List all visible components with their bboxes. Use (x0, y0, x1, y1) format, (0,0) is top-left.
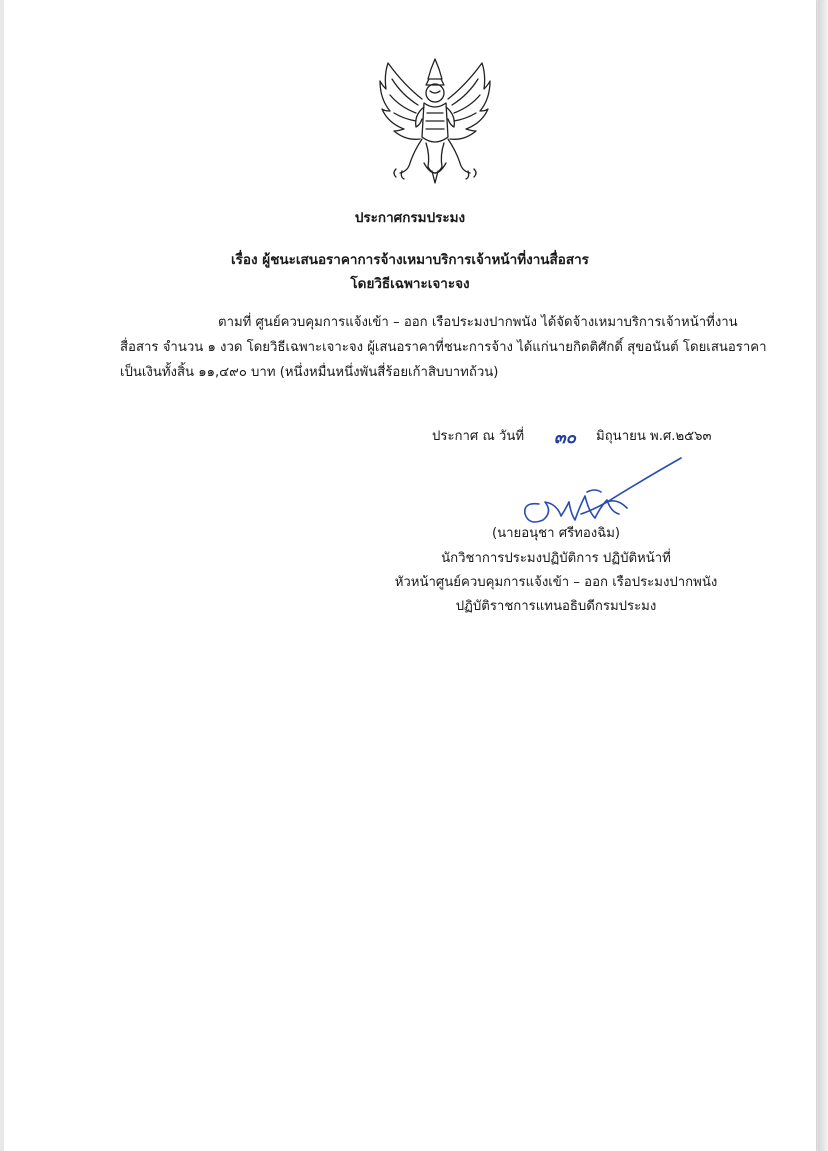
signatory-position-2: หัวหน้าศูนย์ควบคุมการแจ้งเข้า – ออก เรือประมงปากพนัง (394, 575, 718, 590)
body-paragraph-line-2: สื่อสาร จำนวน ๑ งวด โดยวิธีเฉพาะเจาะจง ผู้เสนอราคาที่ชนะการจ้าง ได้แก่นายกิตติศักดิ์ สุขอนันต์ โดยเสนอราคา (120, 340, 767, 355)
announcement-title: ประกาศกรมประมง (354, 210, 466, 226)
date-prefix: ประกาศ ณ วันที่ (432, 429, 525, 444)
subject-line-2: โดยวิธีเฉพาะเจาะจง (350, 276, 470, 292)
handwritten-signature (509, 452, 694, 534)
garuda-emblem-icon (374, 55, 496, 187)
handwritten-day: ๓๐ (554, 428, 576, 448)
date-suffix: มิถุนายน พ.ศ.๒๕๖๓ (596, 429, 712, 444)
body-paragraph-line-1: ตามที่ ศูนย์ควบคุมการแจ้งเข้า – ออก เรือประมงปากพนัง ได้จัดจ้างเหมาบริการเจ้าหน้าที่งาน (218, 315, 738, 330)
document-page (4, 0, 816, 1151)
body-paragraph-line-3: เป็นเงินทั้งสิ้น ๑๑,๔๙๐ บาท (หนึ่งหมื่นหนึ่งพันสี่ร้อยเก้าสิบบาทถ้วน) (120, 365, 499, 380)
signatory-position-1: นักวิชาการประมงปฏิบัติการ ปฏิบัติหน้าที่ (441, 551, 671, 566)
subject-line-1: เรื่อง ผู้ชนะเสนอราคาการจ้างเหมาบริการเจ้าหน้าที่งานสื่อสาร (231, 252, 589, 268)
signatory-position-3: ปฏิบัติราชการแทนอธิบดีกรมประมง (455, 599, 657, 614)
signatory-name: (นายอนุชา ศรีทองฉิม) (491, 526, 621, 541)
page-edge-shadow (818, 0, 828, 1151)
